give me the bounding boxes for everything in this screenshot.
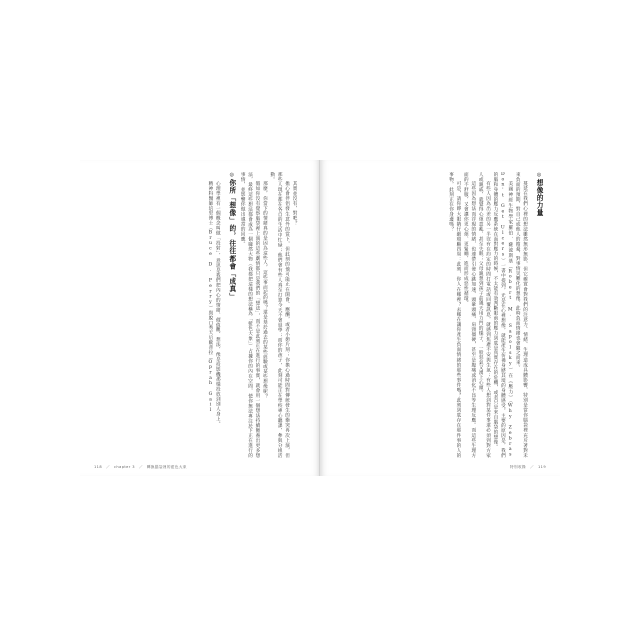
book-spread: [80, 160, 560, 476]
section-heading: [227, 172, 234, 458]
paragraph: 其實並沒有，對吧？: [292, 181, 297, 226]
paragraph: 精神科醫師培里博士（Bruce D. Perry）與脫口秀天后歐普拉（Oprah Gail: [207, 181, 213, 414]
section-heading-text: 想像的力量: [535, 179, 543, 217]
right-page: [320, 160, 560, 476]
left-page-body: [88, 172, 298, 458]
paragraph: 這些因為想法而浮現的情緒，也連帶引發心跳加速、頭暈頭痛、肩頸僵硬，甚至是腹痛或消化不良等生理反應。而這些生理方面的不舒服，又會讓你更心煩、更緊繃，進而形成惡性循環。: [463, 172, 476, 458]
paragraph: 蔓延在我們心裡的想法雖然無形無影，但它確實會對我們的注意力、情緒、生理造成具體影響，特別是當你腦袋裡充斥著對未來負面的預期，對自己或他人的擔憂，對事情災難化的想像，此時負面情緒也會隨之而來。: [515, 172, 528, 458]
left-page: [80, 160, 320, 476]
paragraph: 心理學裡有一個概念叫做「投射」，意思是我們把內心的情緒、價值觀、想法，像是投影機那樣投放到別人身上。: [215, 181, 221, 427]
left-page-footer: 118 ／ chapter 3 ／ 轉換腦袋裡的藍色大象: [94, 465, 187, 469]
right-page-body: [332, 172, 546, 458]
section-heading: [535, 172, 542, 458]
paragraph: 那麼，你當下的情緒真的是因為這些人，這些事而起的嗎？還是基於過去的某些經驗或某些想像呢？: [262, 181, 268, 399]
paragraph: 擔心會伴侶發生意外的當下，但此刻的他可能正在開會、應酬，或者小憩片刻；你擔心過時間對傳統發生的衝突再次上演，但那些人現在都在各自的生活中忙碌；他們會有些人真至打算今天不會退學；而你的孩子，此刻可能正在學校專心聽課，參與分組活動。: [269, 172, 290, 458]
bullet-marker: ◎: [228, 172, 235, 179]
right-page-footer: 特別收錄 ／ 119: [509, 465, 546, 469]
book-gutter: [319, 160, 321, 476]
paragraph: 假如你沒有覺察腦袋裡上演的這些劇情都只是我們的「想法」，而不是此刻正在進行的事實，就會用一個想法持續餵養出更多想法，最終這些想法都會成為一個龐然大物（我都把這樣的想法稱為「藍色大象」）占據你的內在空間，使你無法專注於下正在進行的事情，並影響你做出適當的回應。: [240, 172, 260, 458]
paragraph: 有些人因為出差的另一半沒有在約定的時間打電話或回覆訊息，就感到焦慮不安與生氣；有些人想到對某件事還必須到對方家人或親戚，就覺得心煩意亂、甚至失眠；父母親想到孩子前幾天用力門的樣子，一股怒氣又湧上心頭。: [478, 172, 491, 458]
paragraph: 美國神經生物學家羅伯．薩波斯基（Robert M. Sapolsky）在《壓力》（Why Zebras Don't Get Ulcers）一書中提到，光是在心裡想像，就能產生仿彿身歷其境的身體感受。主要的原因是，我們的腦和身體的壓力反應系統在面對壓力的時候，不太能有效判斷眼前的壓力到底是真實存在的危機，或者只是來自腦袋的想像。: [492, 172, 513, 458]
bullet-marker: ◎: [536, 172, 542, 179]
paragraph: 可是，請你睜大眼睛仔細環顧四周：此刻，你人在哪裡？去哪在讓你產生負面情緒的那些事件嗎？此刻到底存在那件事的人的事物，此刻正在你身邊嗎？: [448, 172, 461, 458]
section-heading-text: 你所「想像」的，往往都會「成真」: [227, 179, 236, 301]
